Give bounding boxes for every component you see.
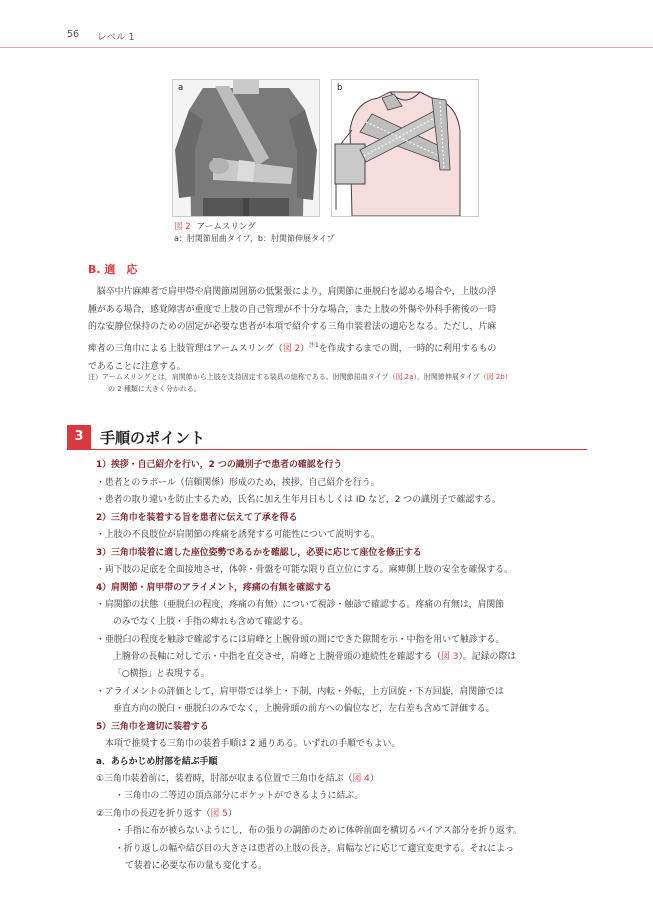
figure-panel-a: [172, 79, 320, 217]
section-3-header: [67, 425, 587, 449]
bullet-item: ・患者の取り違いを防止するため，氏名に加え生年月日もしくは ID など，2 つの識別子で確認する。: [96, 495, 501, 505]
figure-ref[interactable]: 図 3: [441, 652, 459, 662]
text-fragment: ）: [504, 373, 512, 381]
step-heading-2: 2）三角巾を装着する旨を患者に伝えて了承を得る: [96, 513, 298, 523]
text-fragment: 注）アームスリングとは，肩関節から上肢を支持固定する装具の総称である。肘関節屈曲タイプ（: [88, 373, 396, 381]
bullet-item: ・上肢の不良肢位が肩関節の疼痛を誘発する可能性について説明する。: [96, 530, 380, 540]
step-heading-3: 3）三角巾装着に適した座位姿勢であるかを確認し，必要に応じて座位を修正する: [96, 548, 422, 558]
footnote-line: の 2 種類に大きく分かれる。: [108, 385, 201, 393]
figure-label: 図 2: [174, 222, 191, 232]
figure-title: アームスリング: [196, 222, 256, 232]
bullet-item: ・亜脱臼の程度を触診で確認するには肩峰と上腕骨頭の間にできた隙間を示・中指を用いて触診する。: [96, 635, 505, 645]
sling-illustration: [332, 80, 478, 216]
bullet-item: ・三角巾の二等辺の頂点部分にポケットができるように結ぶ。: [115, 791, 364, 801]
para-line: 脳卒中片麻痺者で肩甲帯や肩関節周囲筋の低緊張により，肩関節に亜脱臼を認める場合や，上肢の浮: [96, 287, 497, 297]
section-rule: [67, 449, 587, 450]
figure-ref[interactable]: 図 2b: [486, 373, 505, 381]
figure-ref[interactable]: 図 4: [352, 774, 370, 784]
bullet-item: ・両下肢の足底を全面接地させ，体幹・骨盤を可能な限り直立位にする。麻痺側上肢の安全を確保する。: [96, 565, 513, 575]
footnote-line: [88, 371, 512, 383]
bullet-item: ・手指に布が被らないようにし，布の張りの調節のために体幹前面を横切るバイアス部分を折り返す。: [115, 826, 522, 836]
bullet-continuation: 「○横指」と表現する。: [113, 669, 210, 679]
running-title: レベル 1: [97, 32, 135, 43]
step-heading-1: 1）挨拶・自己紹介を行い，2 つの識別子で患者の確認を行う: [96, 460, 343, 470]
footnote-marker[interactable]: 注1: [309, 342, 319, 350]
text-fragment: 上腕骨の長軸に対して示・中指を直交させ，肩峰と上腕骨頭の連続性を確認する（: [113, 652, 442, 662]
procedure-heading-a: a．あらかじめ肘部を結ぶ手順: [96, 757, 218, 767]
bullet-continuation: 垂直方向の脱臼・亜脱臼のみでなく，上腕骨頭の前方への偏位など，左右差も含めて評価する。: [113, 704, 495, 714]
page-number: 56: [67, 29, 80, 40]
figure-ref[interactable]: 図 2: [282, 344, 301, 355]
arm-sling-photo: [173, 80, 319, 216]
page-header: [0, 0, 653, 48]
section-number-badge: 3: [67, 425, 91, 449]
procedure-step: [96, 806, 237, 819]
procedure-step: [96, 771, 379, 784]
bullet-continuation: のみでなく上肢・手指の痺れも含めて確認する。: [113, 617, 309, 627]
header-rule: [0, 47, 653, 48]
text-fragment: ①三角巾装着前に，装着時，肘部が収まる位置で三角巾を結ぶ（: [96, 774, 353, 784]
text-fragment: を作成するまでの間，一時的に利用するもの: [318, 344, 497, 355]
step-heading-5: 5）三角巾を適切に装着する: [96, 722, 209, 732]
para-line: 的な安静位保持のための固定が必要な患者が本項で紹介する三角巾装着法の適応となる。ただし，片麻: [88, 322, 497, 333]
section-b-heading: B. 適 応: [88, 263, 138, 276]
figure-caption: [174, 220, 256, 232]
figure-panel-b: [331, 79, 479, 217]
bullet-item: ・折り返しの幅や結び目の大きさは患者の上肢の長さ，肩幅などに応じて適宜変更する。それによっ: [115, 844, 515, 854]
bullet-item: ・アライメントの評価として，肩甲帯では挙上・下制，内転・外転，上方回旋・下方回旋，肩関節では: [96, 687, 504, 697]
para-line: であることに注意する。: [88, 361, 186, 372]
bullet-continuation: て装着に必要な布の量も変化する。: [125, 861, 267, 871]
text-fragment: ）: [369, 774, 379, 784]
para-line: [88, 337, 578, 359]
text-fragment: 痺者の三角巾による上肢管理はアームスリング（: [88, 344, 283, 355]
bullet-item: ・患者とのラポール（信頼関係）形成のため，挨拶，自己紹介を行う。: [96, 478, 380, 488]
section-b-paragraph: [88, 284, 578, 376]
text-fragment: ），肘関節伸展タイプ（: [413, 373, 487, 381]
figure-subcaption: a：肘関節屈曲タイプ，b：肘関節伸展タイプ: [174, 234, 335, 243]
figure-ref[interactable]: 図 5: [210, 809, 228, 819]
text-fragment: ）: [300, 344, 310, 355]
panel-a-letter: a: [178, 83, 184, 93]
text-fragment: ②三角巾の長辺を折り返す（: [96, 809, 211, 819]
section-title: 手順のポイント: [100, 429, 206, 447]
text-fragment: ）: [227, 809, 237, 819]
footnote: [88, 371, 512, 395]
text-fragment: ）。記録の際は: [458, 652, 517, 662]
paragraph: 本項で推奨する三角巾の装着手順は 2 通りある。いずれの手順でもよい。: [105, 739, 401, 749]
bullet-item: ・肩関節の状態（亜脱臼の程度，疼痛の有無）について視診・触診で確認する。疼痛の有無は，肩関節: [96, 600, 505, 610]
step-heading-4: 4）肩関節・肩甲帯のアライメント，疼痛の有無を確認する: [96, 583, 332, 593]
figure-ref[interactable]: 図 2a: [395, 373, 414, 381]
panel-b-letter: b: [337, 83, 343, 93]
para-line: 腫がある場合，感覚障害が重度で上肢の自己管理が不十分な場合，また上肢の外傷や外科手術後の一時: [88, 304, 497, 315]
bullet-continuation: [113, 649, 516, 662]
